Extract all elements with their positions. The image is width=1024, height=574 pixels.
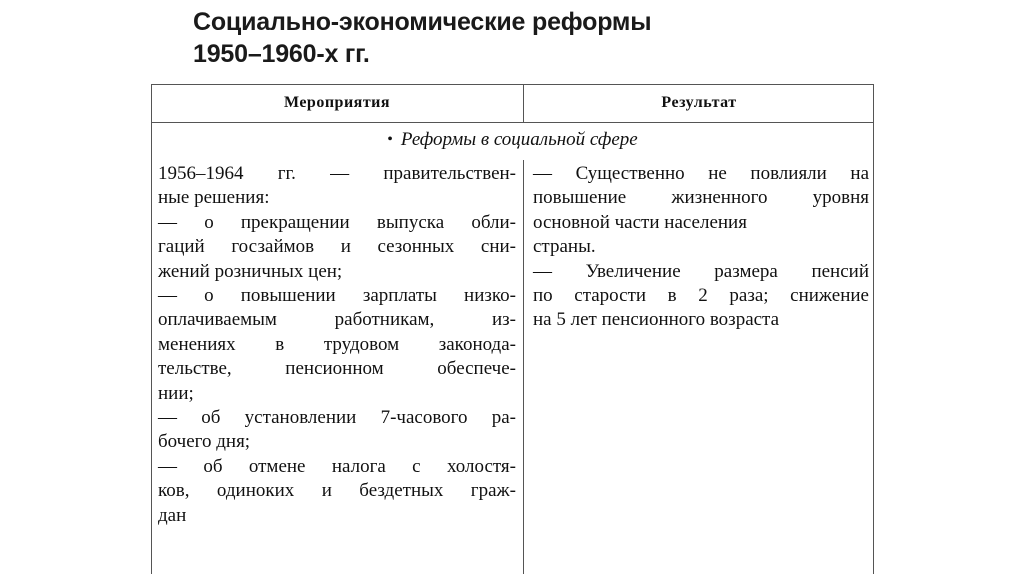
measures-cell (158, 162, 516, 528)
bullet-icon: • (387, 131, 393, 148)
section-row (151, 124, 874, 156)
table-line: ков, одиноких и бездетных граж- (158, 480, 516, 502)
column-header-measures (151, 86, 523, 120)
section-label: Реформы в социальной сфере (400, 129, 638, 150)
table-line: — об отмене налога с холостя- (158, 455, 516, 477)
table-right-border-lower (873, 160, 874, 574)
table-line: дан (158, 504, 187, 526)
body-column-divider (523, 160, 524, 574)
table-line: нии; (158, 382, 194, 404)
reforms-table (151, 84, 874, 574)
table-line: — об установлении 7-часового ра- (158, 407, 516, 429)
table-top-border (151, 84, 874, 85)
header-bottom-border (151, 122, 874, 123)
table-line: ные решения: (158, 187, 270, 209)
table-line: — о повышении зарплаты низко- (158, 285, 516, 307)
table-left-border (151, 84, 152, 574)
table-line: бочего дня; (158, 431, 251, 453)
table-line: страны. (533, 236, 596, 258)
column-header-result-label: Результат (661, 94, 737, 111)
table-line: 1956–1964 гг. — правительствен- (158, 163, 516, 184)
title-line-2: 1950–1960-х гг. (193, 40, 370, 68)
column-header-result (524, 86, 874, 120)
table-line: по старости в 2 раза; снижение (533, 285, 869, 307)
table-line: — Увеличение размера пенсий (533, 260, 869, 282)
table-line: жений розничных цен; (158, 260, 343, 282)
table-line: тельстве, пенсионном обеспече- (158, 358, 516, 380)
table-line: оплачиваемым работникам, из- (158, 309, 516, 331)
page-title (193, 6, 651, 70)
result-cell (533, 162, 869, 333)
table-line: основной части населения (533, 211, 747, 233)
table-line: гаций госзаймов и сезонных сни- (158, 236, 516, 258)
table-line: — Существенно не повлияли на (533, 163, 869, 184)
title-line-1: Социально-экономические реформы (193, 8, 652, 36)
table-line: на 5 лет пенсионного возраста (533, 309, 780, 331)
table-line: — о прекращении выпуска обли- (158, 211, 516, 233)
column-header-measures-label: Мероприятия (283, 94, 391, 111)
table-line: повышение жизненного уровня (533, 187, 869, 209)
table-line: менениях в трудовом законода- (158, 333, 516, 355)
